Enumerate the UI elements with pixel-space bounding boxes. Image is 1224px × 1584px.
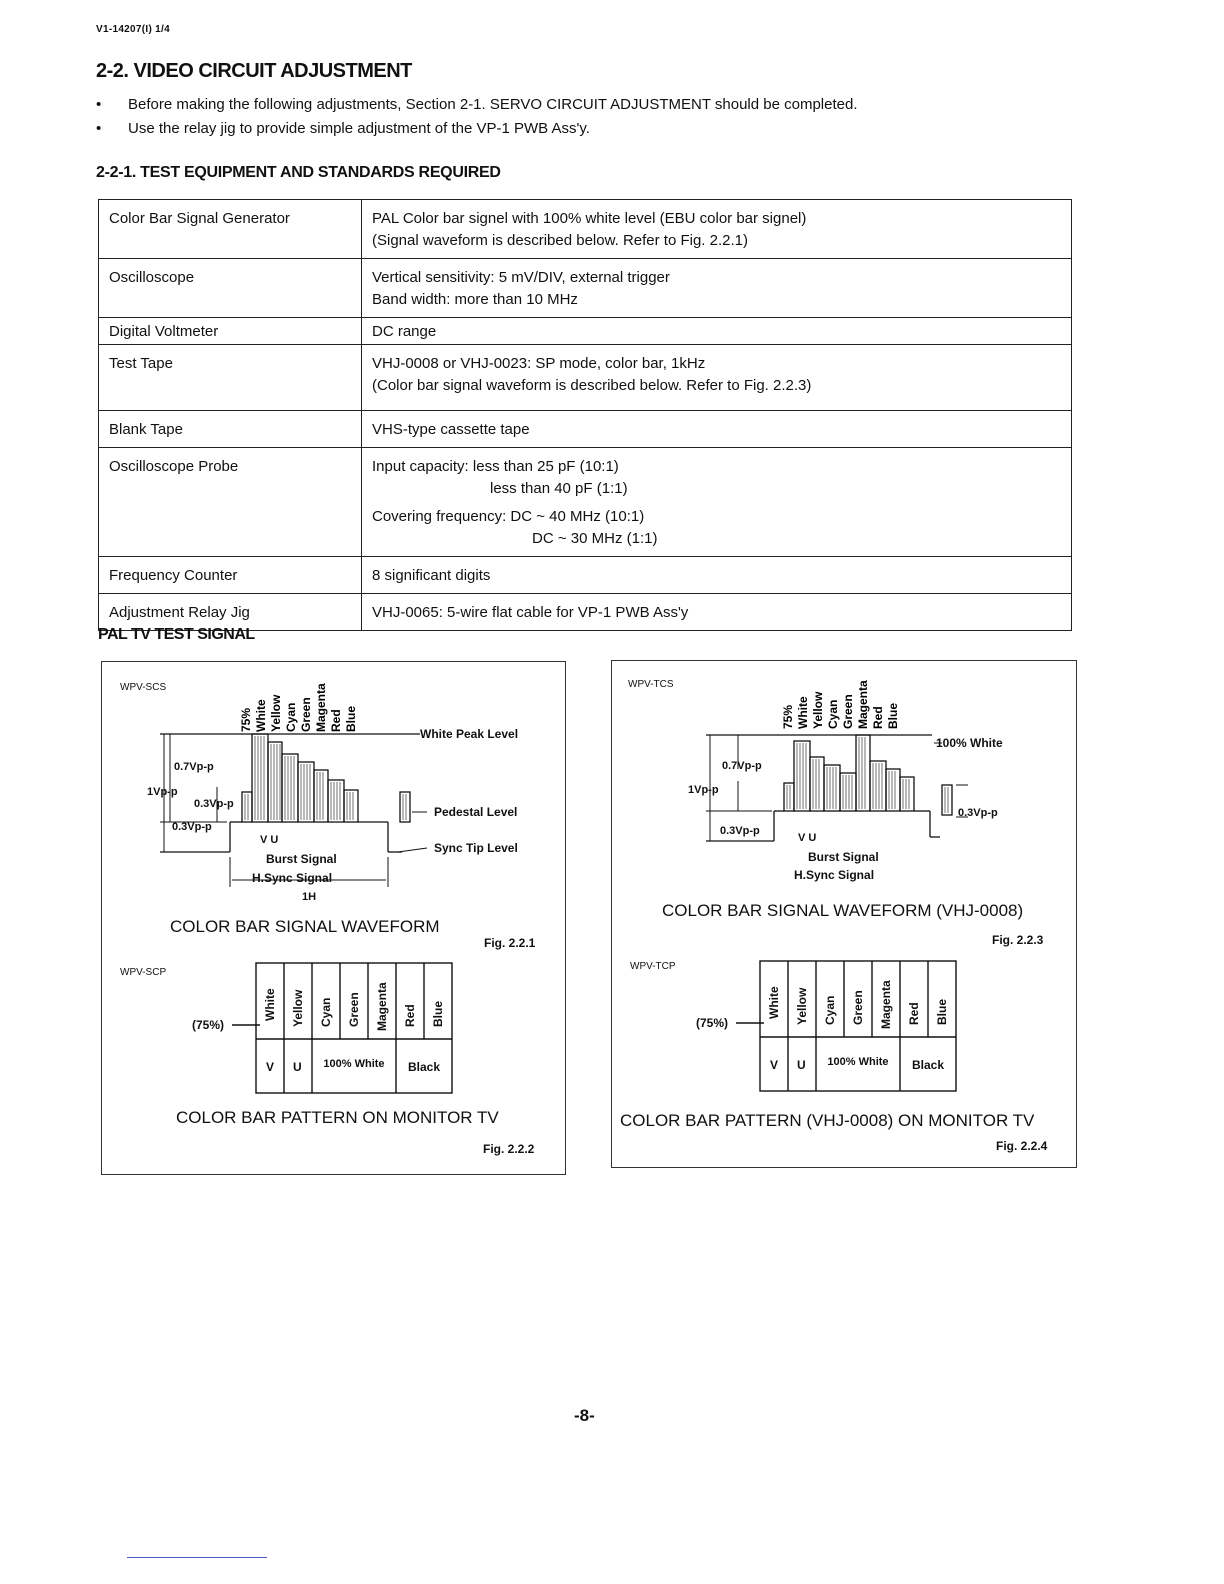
bar-label-magenta: Magenta [856,680,870,729]
voltage-label: 0.7Vp-p [722,760,762,772]
table-row [99,557,1072,594]
waveform-trace [160,734,420,852]
equipment-spec [362,345,1072,411]
bullet-marker: • [96,96,102,113]
pattern-label-magenta: Magenta [879,980,893,1029]
spec-line: less than 40 pF (1:1) [490,480,628,497]
pattern-label-green: Green [851,990,865,1025]
spec-line: (Color bar signal waveform is described below. Refer to Fig. 2.2.3) [372,377,812,394]
waveform-caption: COLOR BAR SIGNAL WAVEFORM [170,917,440,936]
waveform-hatching [787,737,948,813]
equipment-name: Oscilloscope [99,259,362,318]
waveform-labels [688,736,1003,882]
color-bar-waveform-diagram-vhj [612,661,1074,901]
white100-label: 100% White [936,736,1003,750]
equipment-spec [362,411,1072,448]
document-code: V1-14207(I) 1/4 [96,24,170,35]
voltage-label: 0.3Vp-p [958,807,998,819]
spec-line: DC ~ 30 MHz (1:1) [532,530,658,547]
bar-labels [781,680,900,729]
spec-line: VHS-type cassette tape [372,421,530,438]
color-bar-waveform-diagram [102,662,564,922]
pattern-label-magenta: Magenta [375,982,389,1031]
one-h-label: 1H [302,891,317,903]
equipment-spec [362,318,1072,345]
pattern-label-white: White [263,988,277,1021]
bar-label-green: Green [841,694,855,729]
bar-label-blue: Blue [344,705,358,732]
spec-line: Covering frequency: DC ~ 40 MHz (10:1) [372,508,645,525]
table-row [99,318,1072,345]
figure-number: Fig. 2.2.3 [992,933,1044,947]
sync-tip-label: Sync Tip Level [434,841,518,855]
table-row [99,594,1072,631]
subsection-title: 2-2-1. TEST EQUIPMENT AND STANDARDS REQUIRED [96,164,501,181]
figure-number: Fig. 2.2.1 [484,936,536,950]
footer-rule [127,1557,267,1558]
bar-label-white: White [254,699,268,732]
bar-label-white: White [796,696,810,729]
bar-label-red: Red [871,706,885,729]
table-row [99,345,1072,411]
pattern-white100-label: 100% White [323,1058,385,1070]
bar-label-red: Red [329,709,343,732]
pattern-label-cyan: Cyan [823,995,837,1025]
right-figure-panel [611,660,1077,1168]
page-number: -8- [574,1406,595,1425]
equipment-name: Oscilloscope Probe [99,448,362,557]
equipment-name: Frequency Counter [99,557,362,594]
pattern-label-cyan: Cyan [319,997,333,1027]
pattern-75-label: (75%) [696,1016,729,1030]
bar-label-blue: Blue [886,702,900,729]
pattern-caption: COLOR BAR PATTERN ON MONITOR TV [176,1108,499,1127]
waveform-caption: COLOR BAR SIGNAL WAVEFORM (VHJ-0008) [662,901,1024,920]
pattern-label-yellow: Yellow [795,987,809,1025]
spec-line: (Signal waveform is described below. Refer to Fig. 2.2.1) [372,232,749,249]
figure-number: Fig. 2.2.4 [996,1139,1048,1153]
equipment-name: Blank Tape [99,411,362,448]
bar-label-cyan: Cyan [826,699,840,729]
burst-signal-label: Burst Signal [808,850,879,864]
spec-line: VHJ-0008 or VHJ-0023: SP mode, color bar, 1kHz [372,355,706,372]
table-row [99,259,1072,318]
bar-label-75: 75% [781,704,795,729]
waveform-ref-code: WPV-TCS [628,679,674,690]
pattern-caption: COLOR BAR PATTERN (VHJ-0008) ON MONITOR TV [620,1111,1035,1130]
waveform-hatching [245,736,406,820]
equipment-spec [362,448,1072,557]
pattern-white100-label: 100% White [827,1056,889,1068]
section-title: 2-2. VIDEO CIRCUIT ADJUSTMENT [96,60,412,82]
waveform-ref-code: WPV-SCS [120,682,167,693]
equipment-name: Color Bar Signal Generator [99,200,362,259]
equipment-spec [362,557,1072,594]
pattern-label-blue: Blue [431,1000,445,1027]
pattern-ref-code: WPV-SCP [120,967,167,978]
white-peak-label: White Peak Level [420,727,519,741]
pattern-v-label: V [770,1058,779,1072]
voltage-label: 0.3Vp-p [720,825,760,837]
pedestal-label: Pedestal Level [434,805,518,819]
equipment-spec [362,259,1072,318]
pattern-v-label: V [266,1060,275,1074]
bullet-marker: • [96,120,102,137]
equipment-name: Digital Voltmeter [99,318,362,345]
voltage-label: 0.3Vp-p [194,798,234,810]
pal-test-signal-heading: PAL TV TEST SIGNAL [98,626,255,643]
bullet-text: Before making the following adjustments, Section 2-1. SERVO CIRCUIT ADJUSTMENT should be completed. [128,96,858,113]
voltage-label: 1Vp-p [147,786,178,798]
color-bar-pattern-diagram-vhj [612,955,1074,1105]
pattern-label-white: White [767,986,781,1019]
pattern-label-blue: Blue [935,998,949,1025]
voltage-label: 0.3Vp-p [172,821,212,833]
burst-signal-label: Burst Signal [266,852,337,866]
spec-line: PAL Color bar signel with 100% white level (EBU color bar signel) [372,210,807,227]
equipment-name: Test Tape [99,345,362,411]
pattern-bar-labels [696,980,949,1072]
vu-label: V U [798,832,817,844]
pattern-black-label: Black [407,1060,441,1074]
spec-line: DC range [372,323,437,340]
table-row [99,411,1072,448]
pattern-label-yellow: Yellow [291,989,305,1027]
bar-labels [239,683,358,732]
pattern-label-red: Red [907,1002,921,1025]
spec-line: Band width: more than 10 MHz [372,291,578,308]
pattern-label-green: Green [347,992,361,1027]
bar-label-cyan: Cyan [284,702,298,732]
voltage-label: 0.7Vp-p [174,761,214,773]
spec-line: 8 significant digits [372,567,491,584]
pattern-ref-code: WPV-TCP [630,961,676,972]
table-row [99,448,1072,557]
bar-label-magenta: Magenta [314,683,328,732]
bar-label-75: 75% [239,707,253,732]
voltage-label: 1Vp-p [688,784,719,796]
color-bar-pattern-diagram [102,957,564,1107]
vu-label: V U [260,834,279,846]
spec-line: VHJ-0065: 5-wire flat cable for VP-1 PWB Ass'y [372,604,689,621]
bar-label-green: Green [299,697,313,732]
equipment-name: Adjustment Relay Jig [99,594,362,631]
waveform-labels [147,727,518,903]
equipment-spec [362,594,1072,631]
pattern-u-label: U [293,1060,302,1074]
figure-number: Fig. 2.2.2 [483,1142,535,1156]
bar-label-yellow: Yellow [811,691,825,729]
spec-line: Input capacity: less than 25 pF (10:1) [372,458,619,475]
pattern-u-label: U [797,1058,806,1072]
hsync-signal-label: H.Sync Signal [252,871,333,885]
left-figure-panel [101,661,566,1175]
pattern-label-red: Red [403,1004,417,1027]
pattern-75-label: (75%) [192,1018,225,1032]
spec-line: Vertical sensitivity: 5 mV/DIV, external trigger [372,269,670,286]
hsync-signal-label: H.Sync Signal [794,868,875,882]
table-row [99,200,1072,259]
equipment-spec [362,200,1072,259]
equipment-table [98,199,1072,631]
pattern-bar-labels [192,982,445,1074]
bar-label-yellow: Yellow [269,694,283,732]
pattern-black-label: Black [911,1058,945,1072]
bullet-text: Use the relay jig to provide simple adjustment of the VP-1 PWB Ass'y. [128,120,590,137]
